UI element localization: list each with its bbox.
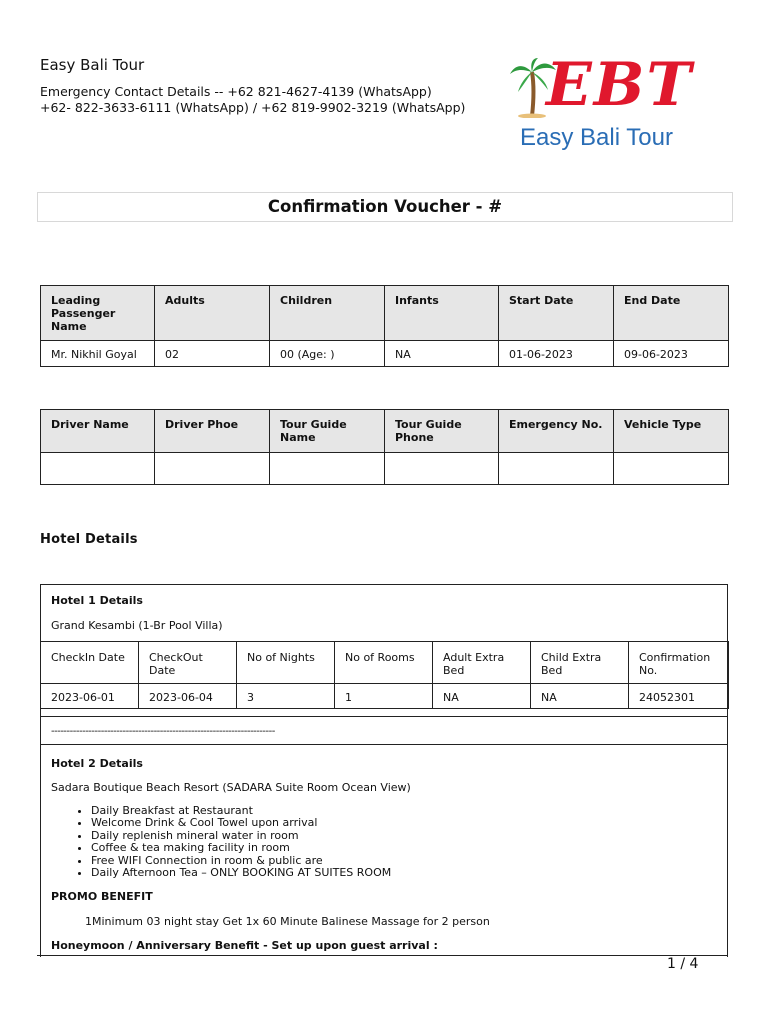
header-start-date: Start Date [499, 286, 614, 341]
header-adults: Adults [155, 286, 270, 341]
logo-name: Easy Bali Tour [520, 124, 673, 151]
hotel-1-name: Grand Kesambi (1-Br Pool Villa) [51, 619, 223, 632]
company-logo [510, 50, 700, 156]
table-row [41, 341, 729, 367]
promo-benefit-label: PROMO BENEFIT [51, 890, 153, 903]
page-bottom-rule [37, 955, 728, 956]
hotel-1-label: Hotel 1 Details [51, 594, 143, 607]
list-item: • Welcome Drink & Cool Towel upon arrival [91, 817, 391, 829]
header-child-extra-bed: Child Extra Bed [531, 642, 629, 684]
cell-infants: NA [385, 341, 499, 367]
driver-table [40, 409, 729, 485]
company-name: Easy Bali Tour [40, 56, 145, 74]
header-tour-guide-name: Tour Guide Name [270, 410, 385, 453]
header-driver-name: Driver Name [41, 410, 155, 453]
table-header-row [41, 286, 729, 341]
table-row [41, 453, 729, 485]
header-leading-passenger: Leading Passenger Name [41, 286, 155, 341]
separator-row [40, 716, 728, 745]
separator-line: ------------------------------------------------------------------------ [51, 726, 275, 737]
hotel-2-name: Sadara Boutique Beach Resort (SADARA Suite Room Ocean View) [51, 781, 411, 794]
cell-tour-guide-name [270, 453, 385, 485]
list-item: • Coffee & tea making facility in room [91, 842, 391, 854]
hotel-details-heading: Hotel Details [40, 532, 138, 547]
cell-adult-extra-bed: NA [433, 684, 531, 709]
table-header-row [41, 642, 729, 684]
header-adult-extra-bed: Adult Extra Bed [433, 642, 531, 684]
list-item: • Daily Afternoon Tea – ONLY BOOKING AT SUITES ROOM [91, 867, 391, 879]
header-checkout: CheckOut Date [139, 642, 237, 684]
list-item: • Free WIFI Connection in room & public are [91, 855, 391, 867]
header-driver-phone: Driver Phoe [155, 410, 270, 453]
cell-checkin: 2023-06-01 [41, 684, 139, 709]
cell-children: 00 (Age: ) [270, 341, 385, 367]
header-nights: No of Nights [237, 642, 335, 684]
header-tour-guide-phone: Tour Guide Phone [385, 410, 499, 453]
passenger-table [40, 285, 729, 367]
header-checkin: CheckIn Date [41, 642, 139, 684]
cell-child-extra-bed: NA [531, 684, 629, 709]
honeymoon-benefit-label: Honeymoon / Anniversary Benefit - Set up upon guest arrival : [51, 939, 438, 952]
header-vehicle-type: Vehicle Type [614, 410, 729, 453]
hotel-1-table [40, 641, 729, 709]
cell-rooms: 1 [335, 684, 433, 709]
cell-start-date: 01-06-2023 [499, 341, 614, 367]
hotel-details-box [40, 584, 728, 957]
list-item: • Daily replenish mineral water in room [91, 830, 391, 842]
table-header-row [41, 410, 729, 453]
header-rooms: No of Rooms [335, 642, 433, 684]
header-children: Children [270, 286, 385, 341]
promo-benefit-text: 1Minimum 03 night stay Get 1x 60 Minute Balinese Massage for 2 person [85, 915, 490, 928]
cell-confirmation-no: 24052301 [629, 684, 729, 709]
logo-letters: EBT [546, 50, 694, 120]
list-item: • Daily Breakfast at Restaurant [91, 805, 391, 817]
cell-tour-guide-phone [385, 453, 499, 485]
page-indicator: 1 / 4 [667, 956, 699, 972]
cell-vehicle-type [614, 453, 729, 485]
cell-driver-name [41, 453, 155, 485]
cell-nights: 3 [237, 684, 335, 709]
hotel-2-label: Hotel 2 Details [51, 757, 143, 770]
contact-line-2: +62- 822-3633-6111 (WhatsApp) / +62 819-9902-3219 (WhatsApp) [40, 100, 466, 115]
header-emergency-no: Emergency No. [499, 410, 614, 453]
cell-adults: 02 [155, 341, 270, 367]
cell-passenger-name: Mr. Nikhil Goyal [41, 341, 155, 367]
header-confirmation-no: Confirmation No. [629, 642, 729, 684]
hotel-2-benefits-list [77, 805, 391, 879]
header-end-date: End Date [614, 286, 729, 341]
voucher-title: Confirmation Voucher - # [37, 192, 733, 222]
cell-driver-phone [155, 453, 270, 485]
cell-end-date: 09-06-2023 [614, 341, 729, 367]
cell-emergency-no [499, 453, 614, 485]
header-infants: Infants [385, 286, 499, 341]
emergency-contact [40, 84, 465, 116]
contact-line-1: Emergency Contact Details -- +62 821-4627-4139 (WhatsApp) [40, 84, 432, 99]
table-row [41, 684, 729, 709]
cell-checkout: 2023-06-04 [139, 684, 237, 709]
